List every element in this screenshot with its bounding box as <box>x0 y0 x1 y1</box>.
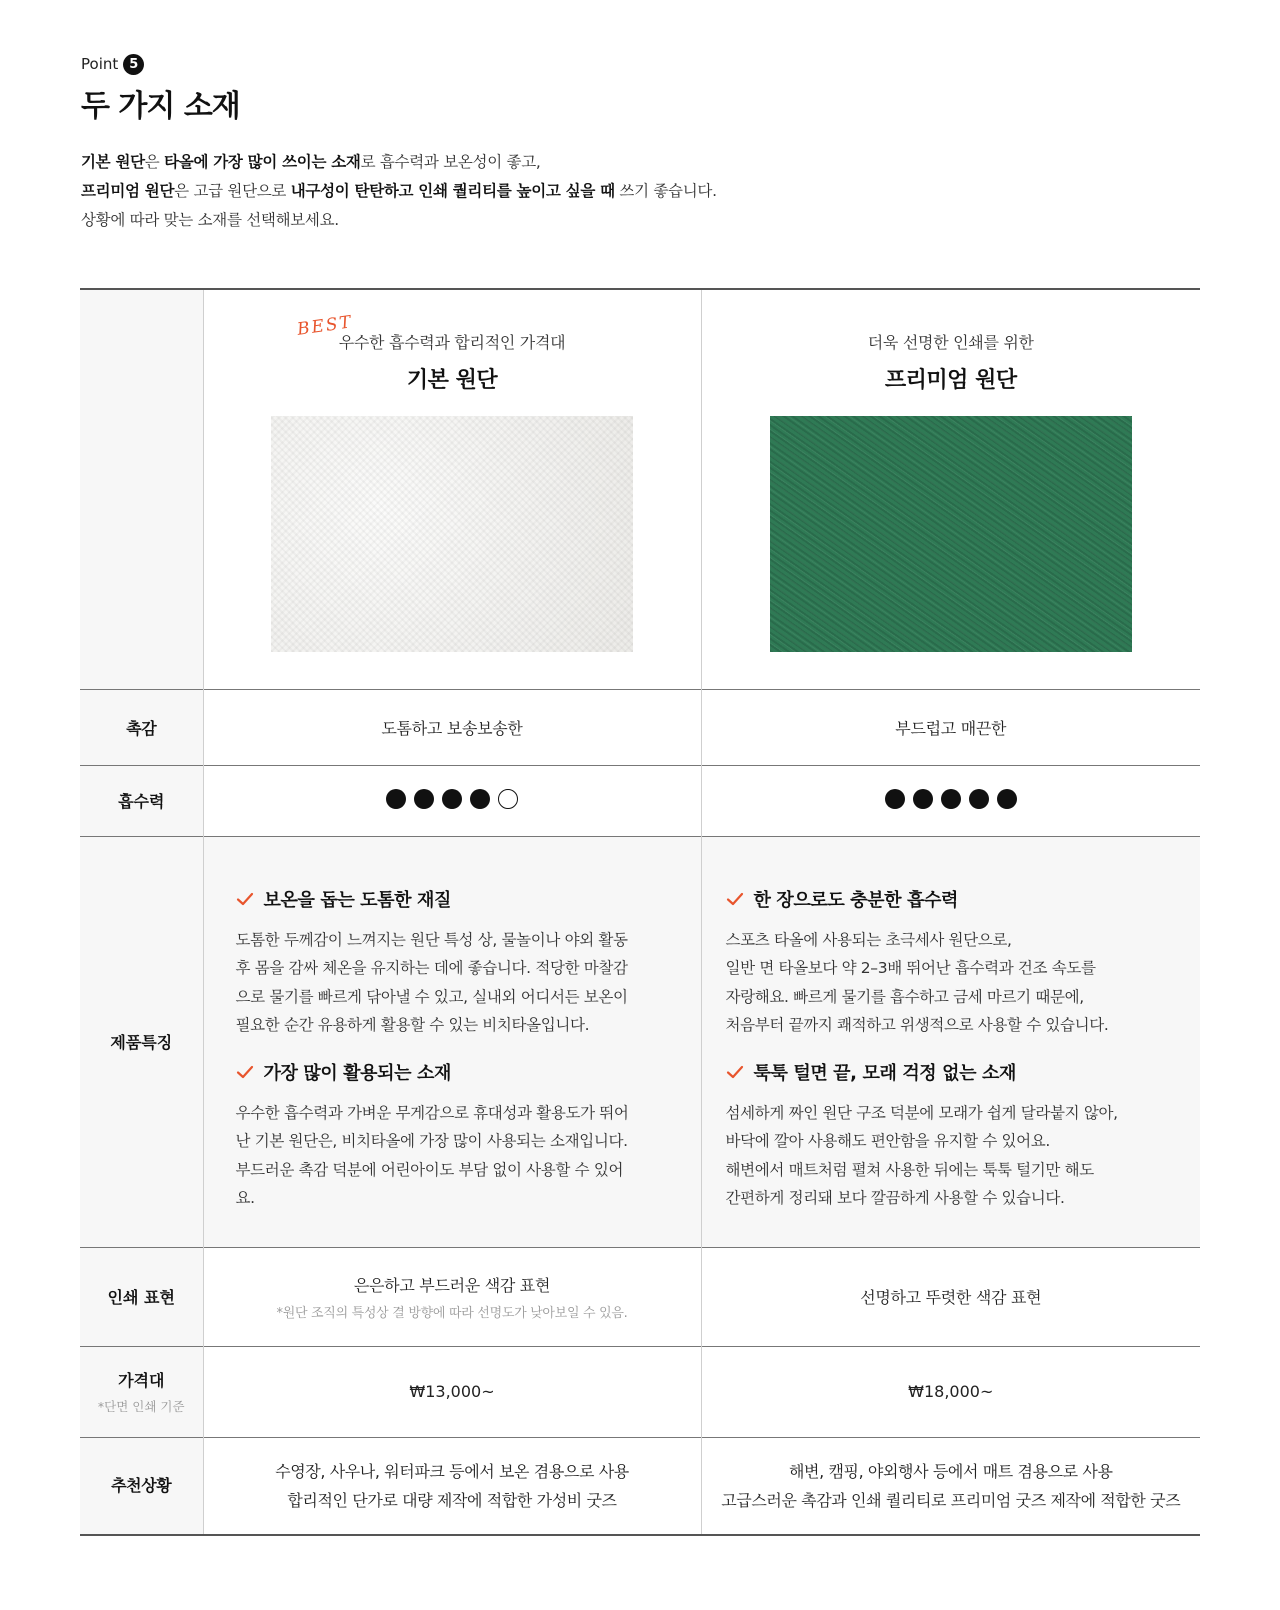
emphasis-text: 내구성이 탄탄하고 인쇄 퀄리티를 높이고 싶을 때 <box>290 182 615 200</box>
print-label: 인쇄 표현 <box>80 1247 203 1346</box>
section-header <box>81 52 1181 235</box>
filled-dot-icon <box>470 789 490 809</box>
premium-fabric-image <box>770 416 1132 652</box>
premium-fabric-header <box>701 289 1200 689</box>
intro-description <box>81 148 1181 235</box>
feature-body: 우수한 흡수력과 가벼운 무게감으로 휴대성과 활용도가 뛰어 난 기본 원단은, 비치타올에 가장 많이 사용되는 소재입니다. 부드러운 촉감 덕분에 어린아이도 부담 없이 사용할 수 있어 요. <box>235 1103 629 1207</box>
absorb-premium-rating <box>885 789 1017 809</box>
print-basic-note: *원단 조직의 특성상 결 방향에 따라 선명도가 낮아보일 수 있음. <box>276 1305 628 1321</box>
recommend-basic: 수영장, 사우나, 워터파크 등에서 보온 겸용으로 사용 합리적인 단가로 대량 제작에 적합한 가성비 굿즈 <box>203 1437 701 1535</box>
filled-dot-icon <box>386 789 406 809</box>
body-text: 은 <box>144 153 165 171</box>
feature-title: 툭툭 털면 끝, 모래 걱정 없는 소재 <box>726 1058 1201 1086</box>
body-text: 쓰기 좋습니다. <box>614 182 717 200</box>
feature-body: 스포츠 타올에 사용되는 초극세사 원단으로, 일반 면 타올보다 약 2–3배 뛰어난 흡수력과 건조 속도를 자랑해요. 빠르게 물기를 흡수하고 금세 마르기 때문에, 처음부터 끝까지 쾌적하고 위생적으로 사용할 수 있습니다. <box>725 930 1109 1034</box>
body-text: 은 고급 원단으로 <box>174 182 291 200</box>
print-premium: 선명하고 뚜렷한 색감 표현 <box>701 1247 1200 1346</box>
touch-premium: 부드럽고 매끈한 <box>701 689 1200 765</box>
touch-basic: 도톰하고 보송보송한 <box>203 689 701 765</box>
absorb-basic <box>203 765 701 836</box>
point-label: Point 5 <box>81 52 1181 76</box>
filled-dot-icon <box>885 789 905 809</box>
absorb-premium <box>701 765 1200 836</box>
price-label: 가격대 <box>118 1371 165 1390</box>
emphasis-text: 타올에 가장 많이 쓰이는 소재 <box>164 153 361 171</box>
basic-fabric-image <box>271 416 633 652</box>
filled-dot-icon <box>414 789 434 809</box>
filled-dot-icon <box>913 789 933 809</box>
absorb-basic-rating <box>386 789 518 809</box>
price-label-cell <box>80 1346 203 1437</box>
filled-dot-icon <box>941 789 961 809</box>
feature-title: 보온을 돕는 도톰한 재질 <box>236 885 701 913</box>
body-text: 로 흡수력과 보온성이 좋고, <box>360 153 541 171</box>
price-basic: ₩13,000~ <box>203 1346 701 1437</box>
recommend-premium: 해변, 캠핑, 야외행사 등에서 매트 겸용으로 사용 고급스러운 촉감과 인쇄 퀄리티로 프리미엄 굿즈 제작에 적합한 굿즈 <box>701 1437 1200 1535</box>
recommend-label: 추천상황 <box>80 1437 203 1535</box>
intro-line-1 <box>81 148 1181 177</box>
features-label: 제품특징 <box>80 836 203 1247</box>
check-icon <box>726 1063 744 1081</box>
feature-block <box>726 885 1201 1040</box>
page-title: 두 가지 소재 <box>81 89 240 124</box>
filled-dot-icon <box>997 789 1017 809</box>
emphasis-text: 프리미엄 원단 <box>81 182 175 200</box>
premium-fabric-name: 프리미엄 원단 <box>884 368 1017 394</box>
print-basic: 은은하고 부드러운 색감 표현 *원단 조직의 특성상 결 방향에 따라 선명도가 낮아보일 수 있음. <box>203 1247 701 1346</box>
touch-label: 촉감 <box>80 689 203 765</box>
empty-dot-icon <box>498 789 518 809</box>
point-number-badge: 5 <box>123 54 144 75</box>
intro-line-3: 상황에 따라 맞는 소재를 선택해보세요. <box>81 211 339 229</box>
price-label-note: *단면 인쇄 기준 <box>97 1399 185 1414</box>
filled-dot-icon <box>969 789 989 809</box>
check-icon <box>726 890 744 908</box>
basic-fabric-header <box>203 289 701 689</box>
filled-dot-icon <box>442 789 462 809</box>
feature-block <box>236 885 701 1040</box>
premium-subtitle: 더욱 선명한 인쇄를 위한 <box>867 333 1034 353</box>
feature-title: 가장 많이 활용되는 소재 <box>236 1058 701 1086</box>
print-row <box>80 1247 1200 1346</box>
product-header-row <box>80 289 1200 689</box>
touch-row <box>80 689 1200 765</box>
feature-body: 도톰한 두께감이 느껴지는 원단 특성 상, 물놀이나 야외 활동 후 몸을 감싸 체온을 유지하는 데에 좋습니다. 적당한 마찰감 으로 물기를 빠르게 닦아낼 수 있고, 실내외 어디서든 보온이 필요한 순간 유용하게 활용할 수 있는 비치타올입니다. <box>235 930 628 1034</box>
basic-subtitle: 우수한 흡수력과 합리적인 가격대 <box>338 333 566 353</box>
features-premium <box>701 836 1200 1247</box>
feature-block <box>236 1058 701 1213</box>
check-icon <box>236 1063 254 1081</box>
best-badge: BEST <box>295 312 354 341</box>
comparison-table <box>80 288 1200 1536</box>
price-premium: ₩18,000~ <box>701 1346 1200 1437</box>
feature-body: 섬세하게 짜인 원단 구조 덕분에 모래가 쉽게 달라붙지 않아, 바닥에 깔아 사용해도 편안함을 유지할 수 있어요. 해변에서 매트처럼 펼쳐 사용한 뒤에는 툭툭 털기만 해도 간편하게 정리돼 보다 깔끔하게 사용할 수 있습니다. <box>725 1103 1118 1207</box>
features-row <box>80 836 1200 1247</box>
intro-line-2 <box>81 177 1181 206</box>
features-basic <box>203 836 701 1247</box>
feature-block <box>726 1058 1201 1213</box>
absorb-row <box>80 765 1200 836</box>
basic-fabric-name: 기본 원단 <box>406 368 498 394</box>
absorb-label: 흡수력 <box>80 765 203 836</box>
emphasis-text: 기본 원단 <box>81 153 145 171</box>
feature-title: 한 장으로도 충분한 흡수력 <box>726 885 1201 913</box>
recommend-row <box>80 1437 1200 1535</box>
check-icon <box>236 890 254 908</box>
header-label-cell <box>80 289 203 689</box>
price-row <box>80 1346 1200 1437</box>
